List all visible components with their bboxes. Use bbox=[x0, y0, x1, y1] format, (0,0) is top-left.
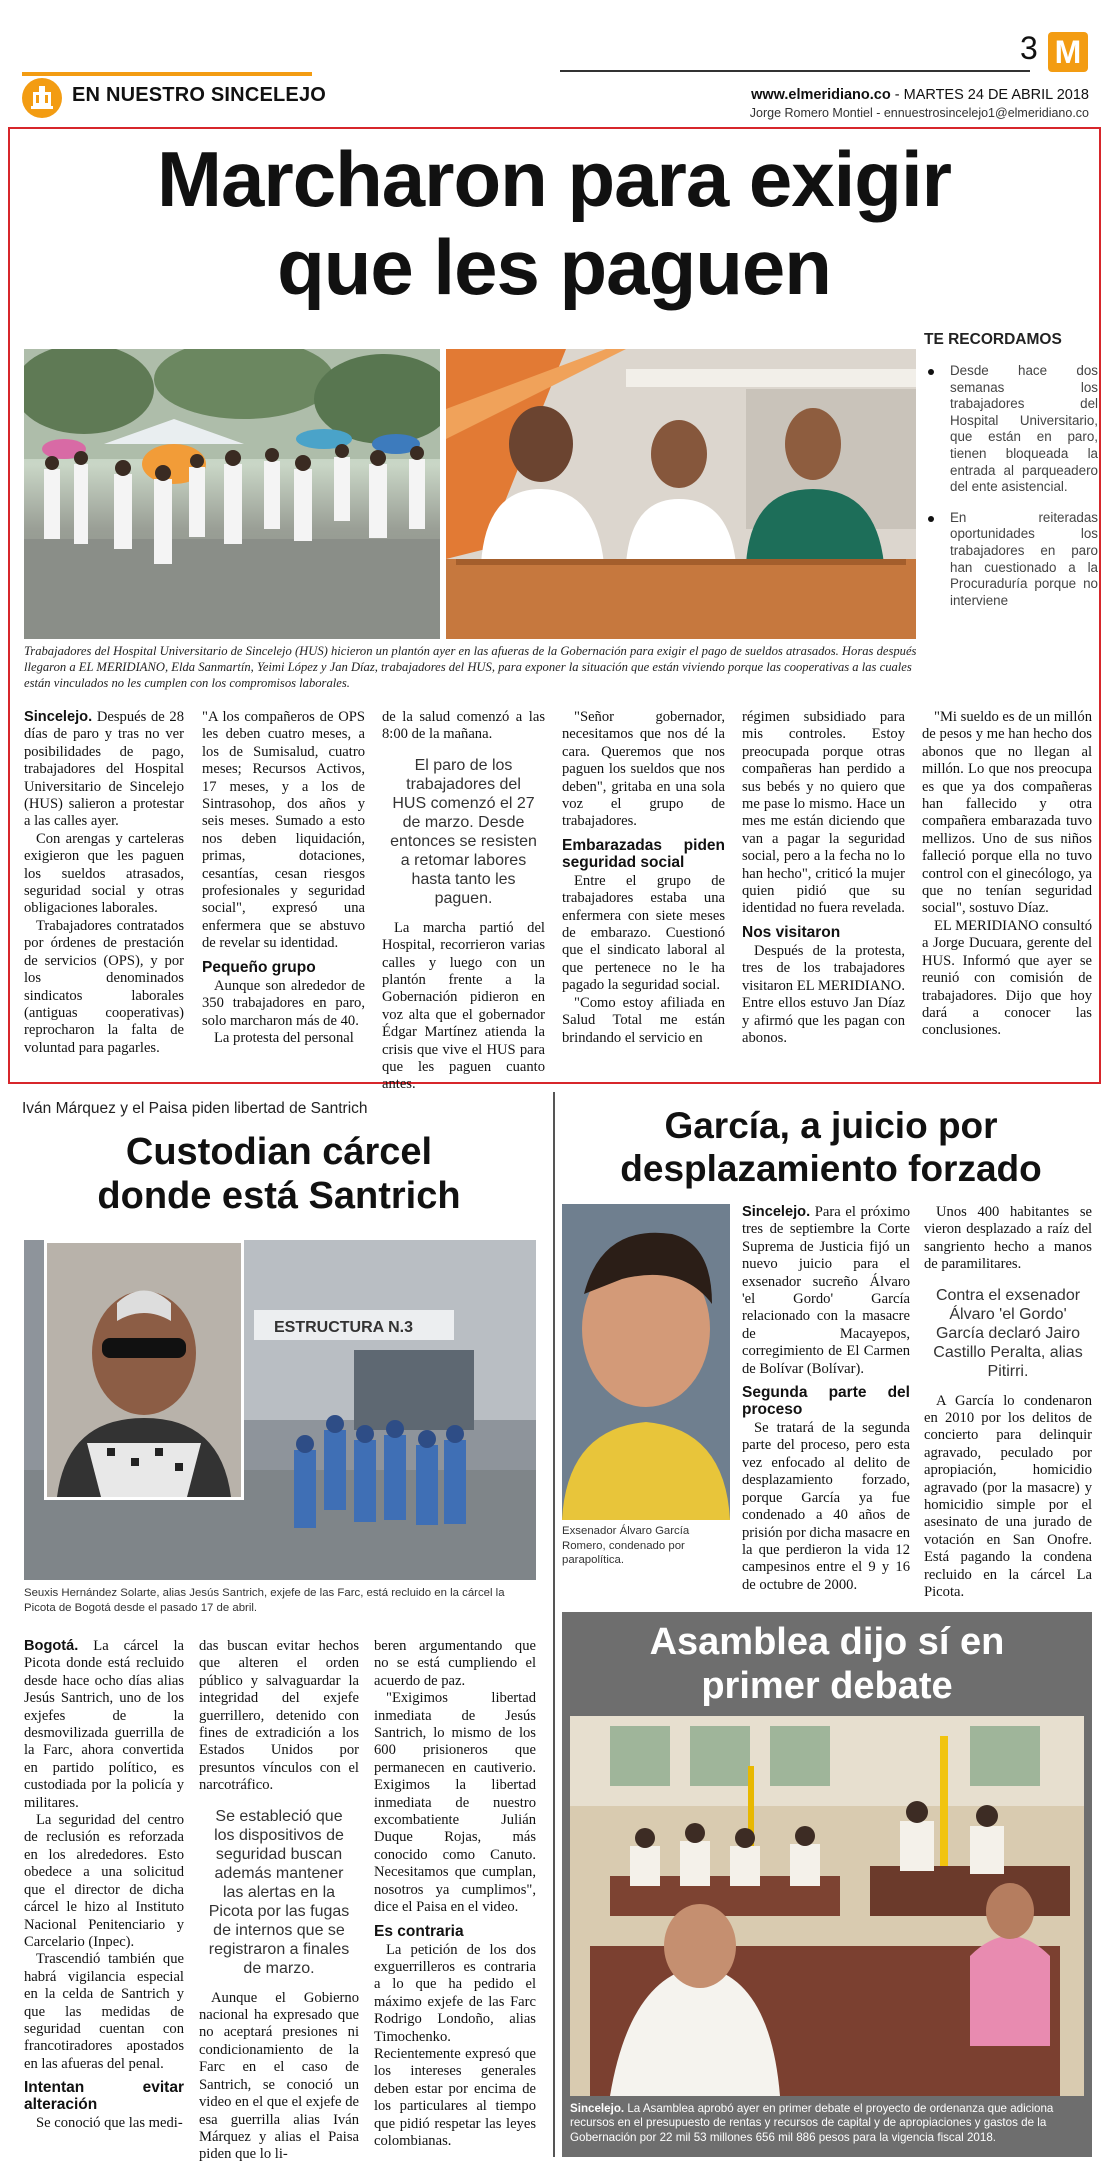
subheading: Intentan evitar alteración bbox=[24, 2079, 184, 2114]
paragraph: A García lo condenaron en 2010 por los delitos de concierto para delinquir agravado, peculado por apropiación, homicidio agravado (por la masacre) y homicidio simple por el asesinato de una jurado de votación en San Onofre. Está pagando la condena recluido en la cárcel La Picota. bbox=[924, 1392, 1092, 1601]
gobernacion-icon bbox=[22, 78, 62, 118]
paragraph: régimen subsidiado para mis controles. Estoy preocupada porque otras compañeras han perdido a sus bebés y no quiero que me pase lo mismo. Hace un mes me están diciendo que van a pagar la seguridad social, pero a la fecha no lo han hecho", criticó la mujer quien pidió que su identidad no fuera revelada. bbox=[742, 709, 905, 917]
header bbox=[0, 0, 1107, 125]
paragraph: "Mi sueldo es de un millón de pesos y me han hecho dos abonos que no llegan al millón. Lo que nos preocupa es que ya dos compañeras han fallecido y otra compañera embarazada tuvo mellizos. Uno de sus niños falleció porque ella no tuvo control con el ginecólogo, ya que no tenían seguridad social", sostuvo Díaz. bbox=[922, 709, 1092, 917]
santrich-col-2 bbox=[199, 1638, 359, 2163]
garcia-photo bbox=[562, 1204, 730, 1520]
asamblea-story bbox=[562, 1612, 1092, 2157]
paragraph: Entre el grupo de trabajadores estaba una enfermera con siete meses de embarazo. Cuestionó que el sindicato laboral al que pertenece no le ha pagado la seguridad social. bbox=[562, 872, 725, 994]
santrich-story bbox=[14, 1092, 544, 2163]
header-rule-right bbox=[560, 70, 1030, 72]
header-date: - MARTES 24 DE ABRIL 2018 bbox=[890, 87, 1089, 103]
asamblea-headline-line2: primer debate bbox=[701, 1665, 953, 1707]
subheading: Nos visitaron bbox=[742, 923, 841, 941]
logo-letter: M bbox=[1054, 34, 1082, 70]
santrich-body bbox=[24, 1638, 539, 2163]
paragraph: de la salud comenzó a las 8:00 de la mañana. bbox=[382, 709, 545, 743]
main-photo-caption: Trabajadores del Hospital Universitario de Sincelejo (HUS) hicieron un plantón ayer en las afueras de la Gobernación para exigir el pago de sueldos atrasados. Horas después llegaron a EL MERIDIANO, Elda Sanmartín, Yeimi López y Jan Díaz, trabajadores del HUS, para exponer la situación que están viviendo porque las cooperativas a las cuales están vinculados no les cumplen con los compromisos laborales. bbox=[24, 644, 917, 691]
column-divider bbox=[553, 1092, 555, 2157]
sidebar-title: TE RECORDAMOS bbox=[924, 331, 1062, 348]
garcia-col-2 bbox=[924, 1204, 1092, 1602]
paragraph: Se conoció que las medi- bbox=[36, 2115, 183, 2132]
paragraph: Aunque son alrededor de 350 trabajadores en paro, solo marcharon más de 40. bbox=[202, 977, 365, 1029]
santrich-portrait bbox=[44, 1240, 244, 1500]
main-col-5 bbox=[742, 709, 905, 1047]
santrich-headline-line1: Custodian cárcel bbox=[125, 1131, 433, 1173]
paragraph: Unos 400 habitantes se vieron desplazado a raíz del sangriento hecho a manos de paramilitares. bbox=[924, 1204, 1092, 1273]
logo bbox=[1048, 32, 1088, 72]
kicker: Iván Márquez y el Paisa piden libertad de Santrich bbox=[22, 1100, 368, 1117]
paragraph: La marcha partió del Hospital, recorrieron varias calles y luego con un plantón frente a la Gobernación pidieron en voz alta que el gobernador Édgar Martínez atienda la crisis que vive el HUS para que les paguen cuanto antes. bbox=[382, 919, 545, 1093]
bullet-dot-icon bbox=[928, 516, 934, 522]
page-number: 3 bbox=[1020, 30, 1038, 66]
garcia-story bbox=[562, 1092, 1100, 1612]
sidebar-bullet bbox=[924, 510, 1098, 610]
bullet-dot-icon bbox=[928, 369, 934, 375]
dateline: Bogotá. bbox=[24, 1638, 79, 1654]
workers-photo bbox=[446, 349, 916, 639]
header-rule-left bbox=[22, 72, 312, 76]
asamblea-headline-line1: Asamblea dijo sí en bbox=[649, 1621, 1005, 1663]
dateline: Sincelejo. bbox=[570, 2102, 625, 2115]
sidebar-recordamos bbox=[924, 331, 1098, 609]
dateline: Sincelejo. bbox=[742, 1204, 811, 1220]
garcia-caption: Exsenador Álvaro García Romero, condenado por parapolítica. bbox=[562, 1525, 690, 1567]
dateline: Sincelejo. bbox=[24, 709, 93, 725]
asamblea-headline bbox=[562, 1620, 1092, 1708]
paragraph: "Como estoy afiliada en Salud Total me están brindando el servicio en bbox=[562, 994, 725, 1046]
asamblea-photo bbox=[570, 1716, 1084, 2096]
paragraph: EL MERIDIANO consultó a Jorge Ducuara, gerente del HUS. Informó que ayer se reunió con comisión de trabajadores. Dijo que hoy dará a conocer las conclusiones. bbox=[922, 917, 1092, 1039]
subheading: Es contraria bbox=[374, 1922, 464, 1940]
sidebar-bullet-text: En reiteradas oportunidades los trabajadores en paro han cuestionado a la Procuraduría porque no interviene bbox=[950, 509, 1098, 608]
garcia-col-1 bbox=[742, 1204, 910, 1594]
paragraph: "Señor gobernador, necesitamos que nos dé la cara. Queremos que nos paguen los sueldos que nos deben", gritaba en una sola voz el grupo de trabajadores. bbox=[562, 709, 725, 830]
main-col-3 bbox=[382, 709, 545, 1094]
subheading: Segunda parte del proceso bbox=[742, 1384, 910, 1419]
sidebar-bullet bbox=[924, 363, 1098, 496]
paragraph: "Exigimos libertad inmediata de Jesús Santrich, lo mismo de los 600 prisioneros que permanecen en cautiverio. Exigimos la libertad inmediata de nuestro excombatiente Julián Duque Rojas, más conocido como Canuto. Necesitamos que cumplan, nosotros ya cumplimos", dice el Paisa en el video. bbox=[374, 1690, 536, 1916]
main-story-frame bbox=[8, 127, 1101, 1093]
main-headline-line1: Marcharon para exigir bbox=[157, 135, 951, 223]
paragraph: La protesta del personal bbox=[214, 1029, 354, 1046]
main-body bbox=[24, 709, 1094, 1093]
asamblea-caption: Sincelejo. La Asamblea aprobó ayer en primer debate el proyecto de ordenanza que adiciona recursos en el presupuesto de rentas y recursos de capital y de apropiaciones y gastos de la Gobernación por 22 mil 53 millones 656 mil 886 pesos para la vigencia fiscal 2018. bbox=[570, 2102, 1054, 2144]
subheading: Pequeño grupo bbox=[202, 958, 316, 976]
main-col-1 bbox=[24, 709, 184, 1057]
website: www.elmeridiano.co bbox=[751, 87, 891, 103]
paragraph: Con arengas y carteleras exigieron que les paguen los sueldos atrasados, seguridad social y otras obligaciones laborales. bbox=[24, 830, 184, 917]
paragraph: Sincelejo. Para el próximo tres de septiembre la Corte Suprema de Justicia fijó un nuevo juicio para el exsenador sucreño Álvaro 'el Gordo' García relacionado con la masacre de Macayepos, corregimiento de El Carmen de Bolívar (Bolívar). bbox=[742, 1204, 910, 1377]
paragraph: Después de la protesta, tres de los trabajadores visitaron EL MERIDIANO. Entre ellos estuvo Jan Díaz y afirmó que les pagan con abonos. bbox=[742, 942, 905, 1046]
main-col-2 bbox=[202, 709, 365, 1047]
subheading: Embarazadas piden seguridad social bbox=[562, 836, 725, 871]
pull-quote: El paro de los trabajadores del HUS comenzó el 27 de marzo. Desde entonces se resisten a retomar labores hasta tanto les paguen. bbox=[390, 756, 537, 907]
santrich-col-1 bbox=[24, 1638, 184, 2133]
paragraph: Bogotá. La cárcel la Picota donde está recluido desde hace ocho días alias Jesús Santrich, uno de los exjefes de la desmovilizada guerrilla de la Farc, ahora convertida en partido político, es custodiada por la policía y militares. bbox=[24, 1638, 184, 1811]
santrich-caption: Seuxis Hernández Solarte, alias Jesús Santrich, exjefe de las Farc, está recluido en la cárcel la Picota de Bogotá desde el pasado 17 de abril. bbox=[24, 1587, 505, 1614]
paragraph: La seguridad del centro de reclusión es reforzada en los alrededores. Esto obedece a una solicitud que el director de dicha cárcel le hizo al Instituto Nacional Penitenciario y Carcelario (Inpec). bbox=[24, 1812, 184, 1950]
main-col-4 bbox=[562, 709, 725, 1047]
sidebar-bullet-text: Desde hace dos semanas los trabajadores del Hospital Universitario, que están en paro, tienen bloqueada la entrada al parqueadero del ente asistencial. bbox=[950, 363, 1098, 495]
santrich-headline bbox=[14, 1130, 544, 1218]
main-col-6 bbox=[922, 709, 1092, 1040]
main-headline-line2: que les paguen bbox=[277, 223, 831, 311]
garcia-headline bbox=[562, 1104, 1100, 1190]
photo-sign: ESTRUCTURA N.3 bbox=[274, 1319, 413, 1336]
paragraph: La petición de los dos exguerrilleros es contraria a lo que ha pedido el máximo exjefe de las Farc Rodrigo Londoño, alias Timochenko. Recientemente expresó que los intereses generales deben estar por encima de los particulares al tiempo que pidió respetar las leyes colombianas. bbox=[374, 1941, 536, 2149]
pull-quote: Contra el exsenador Álvaro 'el Gordo' García declaró Jairo Castillo Peralta, alias Pitirri. bbox=[933, 1286, 1083, 1380]
paragraph: Trascendió también que habrá vigilancia especial en la celda de Santrich y que las medidas de seguridad cuentan con francotiradores apostados en las afueras del penal. bbox=[24, 1951, 184, 2072]
main-headline bbox=[10, 135, 1098, 311]
section-title: EN NUESTRO SINCELEJO bbox=[72, 84, 327, 106]
garcia-headline-line2: desplazamiento forzado bbox=[620, 1148, 1042, 1189]
paragraph: beren argumentando que no se está cumpliendo el acuerdo de paz. bbox=[374, 1638, 536, 1689]
march-photo bbox=[24, 349, 440, 639]
author-line: Jorge Romero Montiel - ennuestrosincelejo1@elmeridiano.co bbox=[749, 106, 1089, 120]
paragraph: Sincelejo. Después de 28 días de paro y tras no ver posibilidades de pago, trabajadores del Hospital Universitario de Sincelejo (HUS) salieron a protestar a las calles ayer. bbox=[24, 709, 184, 830]
paragraph: "A los compañeros de OPS les deben cuatro meses, a los de Sumisalud, cuatro meses; Recursos Activos, 17 meses, y a los de Sintrasohop, dos años y seis meses. Sumado a esto nos deben liquidación, primas, dotaciones, cesantías, cesan riesgos profesionales y seguridad social", expresó una enfermera que se abstuvo de revelar su identidad. bbox=[202, 709, 365, 952]
paragraph: Trabajadores contratados por órdenes de prestación de servicios (OPS), y por los denominados sindicatos laborales (antiguas cooperativas) reprocharon la falta de voluntad para pagarles. bbox=[24, 917, 184, 1056]
paragraph: Aunque el Gobierno nacional ha expresado que no aceptará presiones ni condicionamiento de la Farc en el caso de Santrich, se conoció un video en el que el exjefe de esa guerrilla alias Iván Márquez y alias el Paisa piden que lo li- bbox=[199, 1989, 359, 2163]
paragraph: das buscan evitar hechos que alteren el orden público y salvaguardar la integridad del exjefe guerrillero, detenido con fines de extradición a los Estados Unidos por presuntos vínculos con el narcotráfico. bbox=[199, 1638, 359, 1794]
santrich-headline-line2: donde está Santrich bbox=[97, 1175, 461, 1217]
pull-quote: Se estableció que los dispositivos de seguridad buscan además mantener las alertas en la Picota por las fugas de internos que se registraron a finales de marzo. bbox=[208, 1807, 350, 1977]
santrich-col-3 bbox=[374, 1638, 536, 2150]
paragraph: Se tratará de la segunda parte del proceso, pero esta vez enfocado al delito de desplazamiento forzado, porque García ya fue condenado a 40 años de prisión por dicha masacre en la que perdieron la vida 12 campesinos entre el 9 y 16 de octubre de 2000. bbox=[742, 1420, 910, 1593]
garcia-headline-line1: García, a juicio por bbox=[664, 1105, 998, 1146]
dateline-header bbox=[751, 87, 1089, 103]
